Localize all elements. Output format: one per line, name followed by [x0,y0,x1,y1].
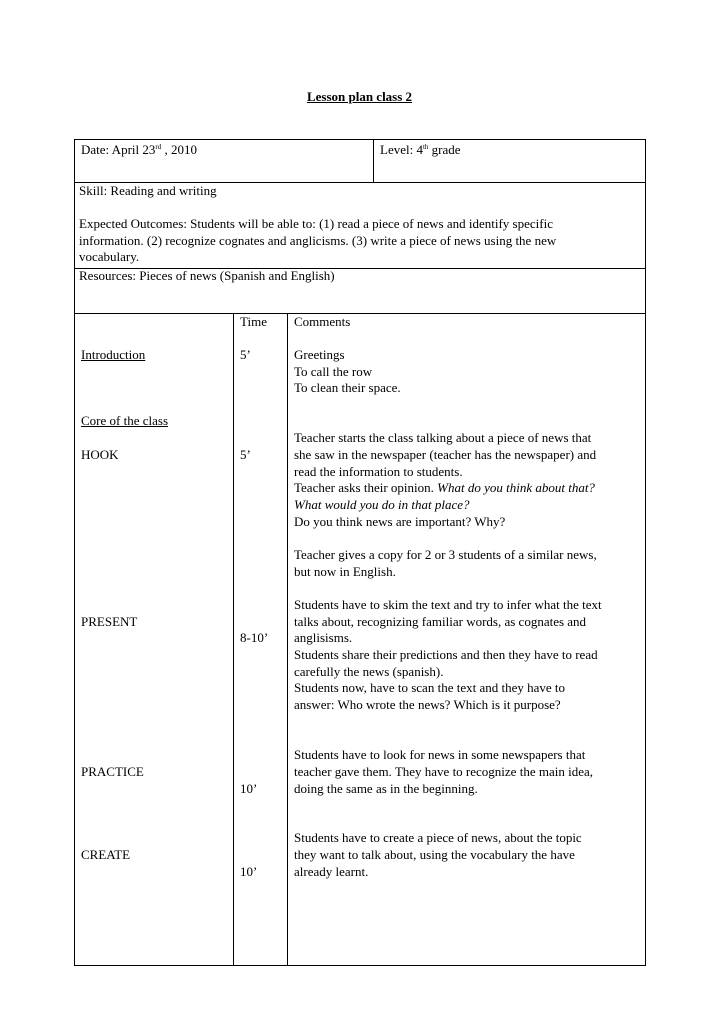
stage-hook: HOOK [81,447,119,462]
outcomes-line: vocabulary. [79,249,140,264]
level-field: Level: 4th grade [380,142,461,157]
time-present: 8-10’ [240,630,269,645]
comment-line: read the information to students. [294,464,463,479]
stage-present: PRESENT [81,614,138,629]
comment-line: Students now, have to scan the text and they have to [294,680,566,695]
column-divider [287,313,288,966]
comment-line: Students have to create a piece of news, about the topic [294,830,582,845]
comments-header: Comments [294,314,351,329]
outcomes-line: Expected Outcomes: Students will be able to: (1) read a piece of news and identify specific [79,216,553,231]
stage-introduction: Introduction [81,347,146,362]
document-title: Lesson plan class 2 [306,89,413,104]
comment-line: To call the row [294,364,373,379]
resources-label: Resources: Pieces of news (Spanish and English) [79,268,335,283]
column-divider [373,139,374,183]
date-field: Date: April 23rd , 2010 [81,142,197,157]
comment-line: Students share their predictions and then they have to read [294,647,598,662]
comment-line: they want to talk about, using the vocabulary the have [294,847,575,862]
comment-line: Do you think news are important? Why? [294,514,506,529]
skill-label: Skill: Reading and writing [79,183,217,198]
column-divider [233,313,234,966]
time-practice: 10’ [240,781,258,796]
time-header: Time [240,314,267,329]
comment-line: she saw in the newspaper (teacher has the newspaper) and [294,447,597,462]
stage-create: CREATE [81,847,131,862]
time-introduction: 5’ [240,347,251,362]
stage-core: Core of the class [81,413,169,428]
comment-line: but now in English. [294,564,396,579]
comment-line: Teacher gives a copy for 2 or 3 students of a similar news, [294,547,597,562]
comment-line: Teacher asks their opinion. What do you think about that? [294,480,595,495]
comment-line: What would you do in that place? [294,497,470,512]
comment-line: teacher gave them. They have to recognize the main idea, [294,764,593,779]
comment-line: Students have to skim the text and try to infer what the text [294,597,602,612]
comment-line: Students have to look for news in some newspapers that [294,747,586,762]
time-hook: 5’ [240,447,251,462]
comment-line: already learnt. [294,864,369,879]
outcomes-line: information. (2) recognize cognates and anglicisms. (3) write a piece of news using the new [79,233,557,248]
time-create: 10’ [240,864,258,879]
comment-line: Greetings [294,347,345,362]
comment-line: answer: Who wrote the news? Which is it purpose? [294,697,561,712]
stage-practice: PRACTICE [81,764,144,779]
comment-line: talks about, recognizing familiar words, as cognates and [294,614,587,629]
comment-line: carefully the news (spanish). [294,664,444,679]
comment-line: To clean their space. [294,380,401,395]
comment-line: doing the same as in the beginning. [294,781,478,796]
comment-line: Teacher starts the class talking about a piece of news that [294,430,592,445]
comment-line: anglisisms. [294,630,353,645]
row-divider [74,313,646,314]
